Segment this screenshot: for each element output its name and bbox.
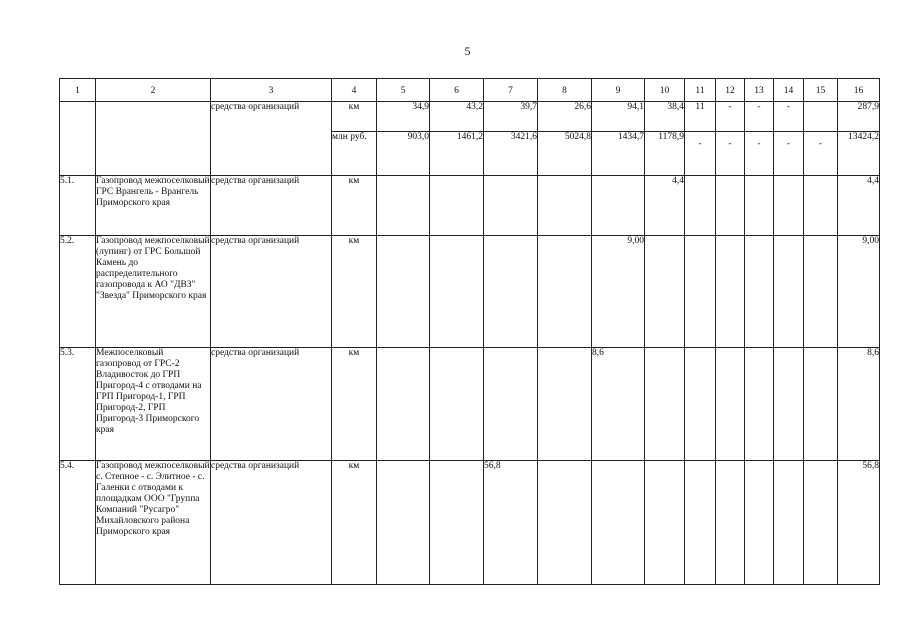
value-cell: [685, 236, 716, 348]
row-code: 5.4.: [60, 461, 96, 585]
value-cell: [804, 348, 838, 461]
value-cell: 1434,7: [592, 132, 645, 176]
source-cell: средства организаций: [211, 102, 332, 176]
column-header: 5: [377, 79, 430, 102]
column-header: 15: [804, 79, 838, 102]
unit-cell: км: [332, 461, 377, 585]
value-cell: [645, 461, 685, 585]
value-cell: -: [716, 132, 745, 176]
value-cell: [804, 102, 838, 132]
value-cell: [745, 236, 774, 348]
value-cell: [685, 461, 716, 585]
empty-cell: [60, 102, 96, 176]
value-cell: [538, 348, 592, 461]
value-cell: 56,8: [484, 461, 538, 585]
value-cell: -: [774, 132, 804, 176]
value-cell: [716, 236, 745, 348]
value-cell: [804, 176, 838, 236]
value-cell: 1178,9: [645, 132, 685, 176]
row-code: 5.3.: [60, 348, 96, 461]
value-cell: 1461,2: [430, 132, 484, 176]
row-code: 5.2.: [60, 236, 96, 348]
value-cell: 5024,8: [538, 132, 592, 176]
value-cell: -: [804, 132, 838, 176]
value-cell: [592, 176, 645, 236]
table-row: [60, 236, 880, 348]
source-cell: средства организаций: [211, 461, 332, 585]
value-cell: 4,4: [645, 176, 685, 236]
page-number: 5: [464, 44, 471, 58]
column-header: 10: [645, 79, 685, 102]
value-cell: 56,8: [838, 461, 880, 585]
column-header: 16: [838, 79, 880, 102]
value-cell: [430, 348, 484, 461]
source-cell: средства организаций: [211, 176, 332, 236]
column-header: 7: [484, 79, 538, 102]
empty-cell: [96, 102, 211, 176]
value-cell: [377, 348, 430, 461]
value-cell: [745, 176, 774, 236]
value-cell: 287,9: [838, 102, 880, 132]
table-row: [60, 176, 880, 236]
value-cell: -: [716, 102, 745, 132]
value-cell: [716, 176, 745, 236]
value-cell: [430, 176, 484, 236]
column-header: 11: [685, 79, 716, 102]
value-cell: -: [685, 132, 716, 176]
value-cell: [377, 236, 430, 348]
value-cell: [745, 461, 774, 585]
value-cell: -: [745, 102, 774, 132]
value-cell: [774, 236, 804, 348]
value-cell: 8,6: [838, 348, 880, 461]
value-cell: 3421,6: [484, 132, 538, 176]
column-header: 1: [60, 79, 96, 102]
source-cell: средства организаций: [211, 348, 332, 461]
value-cell: [538, 461, 592, 585]
value-cell: [430, 236, 484, 348]
object-name: Газопровод межпоселковый (лупинг) от ГРС Большой Камень до распределительного газопровода к АО "ДВЗ" "Звезда" Приморского края: [96, 236, 211, 348]
value-cell: 11: [685, 102, 716, 132]
value-cell: [804, 236, 838, 348]
unit-cell: км: [332, 348, 377, 461]
value-cell: 4,4: [838, 176, 880, 236]
value-cell: 43,2: [430, 102, 484, 132]
header-row: [60, 79, 880, 102]
column-header: 4: [332, 79, 377, 102]
value-cell: 94,1: [592, 102, 645, 132]
value-cell: [685, 176, 716, 236]
value-cell: 34,9: [377, 102, 430, 132]
value-cell: [484, 176, 538, 236]
value-cell: [538, 236, 592, 348]
value-cell: [645, 236, 685, 348]
row-code: 5.1.: [60, 176, 96, 236]
unit-cell: км: [332, 176, 377, 236]
value-cell: 13424,2: [838, 132, 880, 176]
column-header: 8: [538, 79, 592, 102]
table-row: [60, 348, 880, 461]
value-cell: [430, 461, 484, 585]
value-cell: 8,6: [592, 348, 645, 461]
value-cell: [774, 348, 804, 461]
unit-cell: млн руб.: [332, 132, 377, 176]
value-cell: [745, 348, 774, 461]
value-cell: -: [774, 102, 804, 132]
value-cell: [377, 461, 430, 585]
column-header: 14: [774, 79, 804, 102]
value-cell: 39,7: [484, 102, 538, 132]
value-cell: [685, 348, 716, 461]
value-cell: [716, 348, 745, 461]
object-name: Газопровод межпоселковый ГРС Врангель - Врангель Приморского края: [96, 176, 211, 236]
investment-table: [59, 78, 880, 585]
unit-cell: км: [332, 236, 377, 348]
value-cell: 903,0: [377, 132, 430, 176]
object-name: Межпоселковый газопровод от ГРС-2 Владивосток до ГРП Пригород-4 с отводами на ГРП Пригород-1, ГРП Пригород-2, ГРП Пригород-3 Приморского края: [96, 348, 211, 461]
value-cell: [592, 461, 645, 585]
value-cell: 9,00: [838, 236, 880, 348]
source-cell: средства организаций: [211, 236, 332, 348]
value-cell: [645, 348, 685, 461]
value-cell: [774, 461, 804, 585]
value-cell: 26,6: [538, 102, 592, 132]
column-header: 6: [430, 79, 484, 102]
unit-cell: км: [332, 102, 377, 132]
column-header: 2: [96, 79, 211, 102]
column-header: 9: [592, 79, 645, 102]
value-cell: -: [745, 132, 774, 176]
value-cell: [484, 348, 538, 461]
table-row: [60, 461, 880, 585]
value-cell: [538, 176, 592, 236]
value-cell: [716, 461, 745, 585]
column-header: 12: [716, 79, 745, 102]
object-name: Газопровод межпоселковый с. Степное - с. Элитное - с. Галенки с отводами к площадкам ООО "Группа Компаний "Русагро" Михайловского района Приморского края: [96, 461, 211, 585]
value-cell: 9,00: [592, 236, 645, 348]
value-cell: [377, 176, 430, 236]
value-cell: [804, 461, 838, 585]
value-cell: [774, 176, 804, 236]
value-cell: 38,4: [645, 102, 685, 132]
table-row: [60, 102, 880, 132]
value-cell: [484, 236, 538, 348]
column-header: 13: [745, 79, 774, 102]
column-header: 3: [211, 79, 332, 102]
